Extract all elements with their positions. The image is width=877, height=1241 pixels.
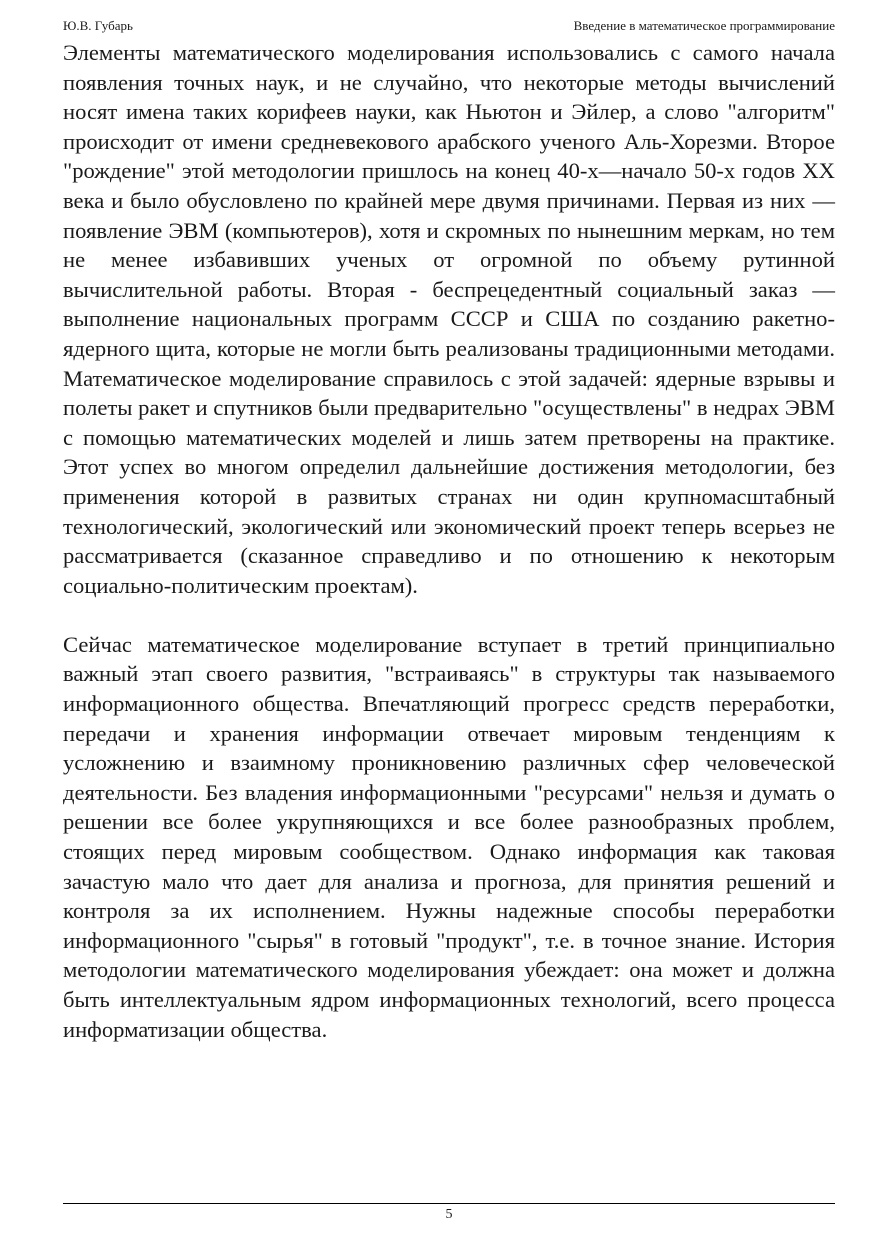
paragraph-1: Элементы математического моделирования использовались с самого начала появления точных наук, и не случайно, что некоторые методы вычислений носят имена таких корифеев науки, как Ньютон и Эйлер, а слово "алгоритм" происходит от имени средневекового арабского ученого Аль-Хорезми. Второе "рождение" этой методологии пришлось на конец 40-х—начало 50-х годов XX века и было обусловлено по крайней мере двумя причинами. Первая из них — появление ЭВМ (компьютеров), хотя и скромных по нынешним меркам, но тем не менее избавивших ученых от огромной по объему рутинной вычислительной работы. Вторая - беспрецедентный социальный заказ — выполнение национальных программ СССР и США по созданию ракетно-ядерного щита, которые не могли быть реализованы традиционными методами. Математическое моделирование справилось с этой задачей: ядерные взрывы и полеты ракет и спутников были предварительно "осуществлены" в недрах ЭВМ с помощью математических моделей и лишь затем претворены на практике. Этот успех во многом определил дальнейшие достижения методологии, без применения которой в развитых странах ни один крупномасштабный технологический, экологический или экономический проект теперь всерьез не рассматривается (сказанное справедливо и по отношению к некоторым социально-политическим проектам).	[63, 40, 835, 598]
footer-divider	[63, 1203, 835, 1204]
paragraph-2: Сейчас математическое моделирование вступает в третий принципиально важный этап своего развития, "встраиваясь" в структуры так называемого информационного общества. Впечатляющий прогресс средств переработки, передачи и хранения информации отвечает мировым тенденциям к усложнению и взаимному проникновению различных сфер человеческой деятельности. Без владения информационными "ресурсами" нельзя и думать о решении все более укрупняющихся и все более разнообразных проблем, стоящих перед мировым сообществом. Однако информация как таковая зачастую мало что дает для анализа и прогноза, для принятия решений и контроля за их исполнением. Нужны надежные способы переработки информационного "сырья" в готовый "продукт", т.е. в точное знание. История методологии математического моделирования убеждает: она может и должна быть интеллектуальным ядром информационных технологий, всего процесса информатизации общества.	[63, 631, 835, 1042]
header-author: Ю.В. Губарь	[63, 18, 133, 33]
running-header	[63, 16, 835, 36]
document-page	[63, 0, 835, 1241]
page-number: 5	[445, 1207, 453, 1222]
body-text	[63, 38, 835, 1044]
header-book-title: Введение в математическое программирование	[573, 18, 835, 33]
